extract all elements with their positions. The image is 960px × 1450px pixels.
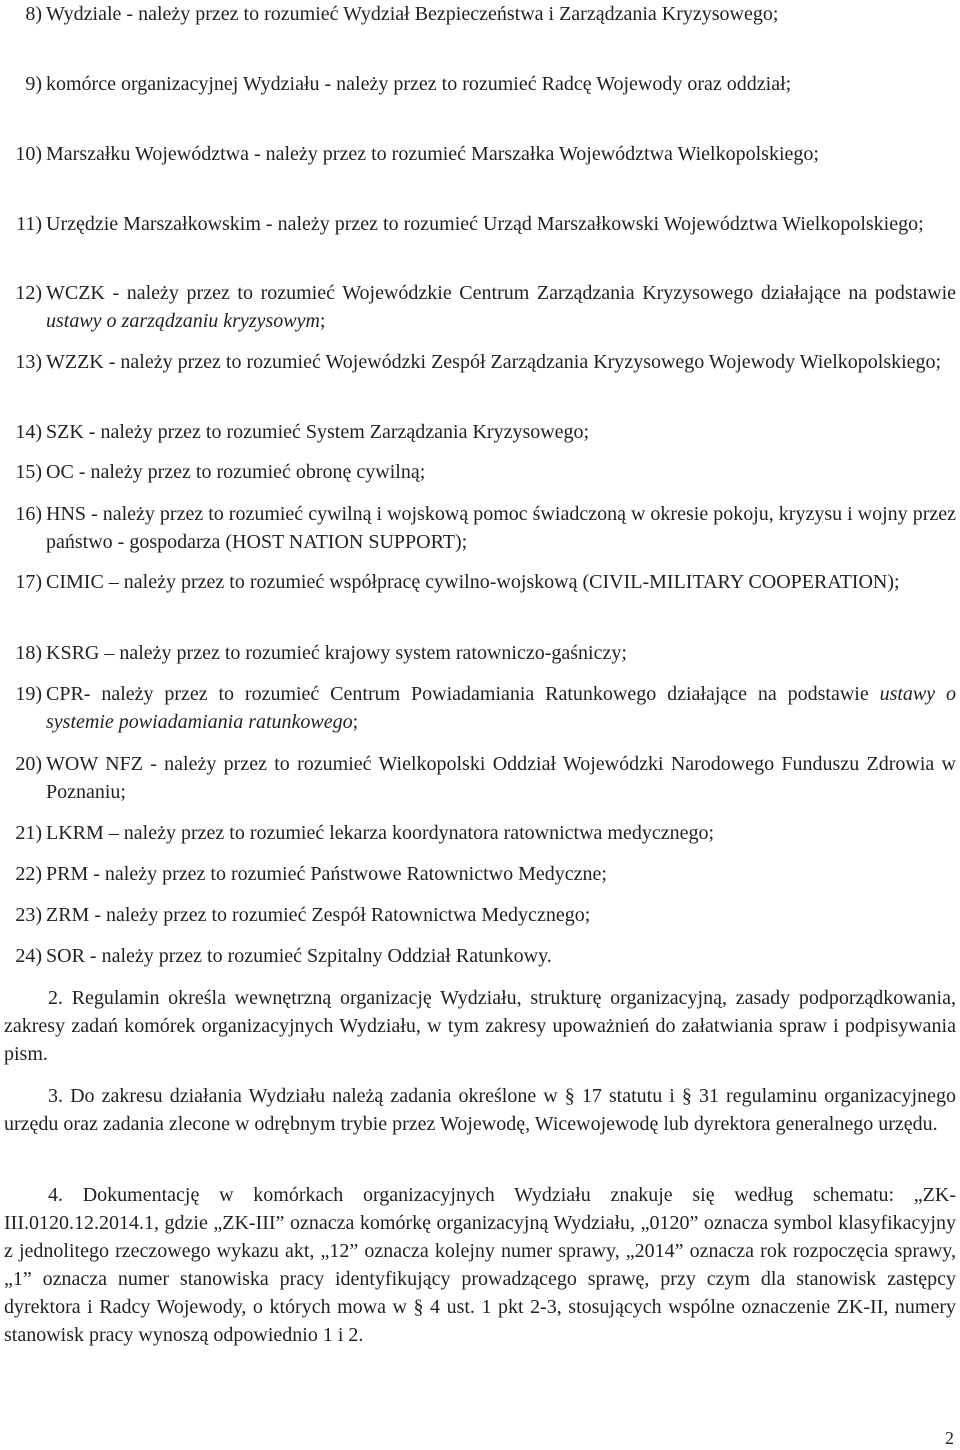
- list-item: [15, 901, 956, 929]
- list-item-number: 13): [15, 351, 42, 373]
- list-item: [15, 819, 956, 847]
- list-item-text: Marszałku Województwa - należy przez to rozumieć Marszałka Województwa Wielkopolskiego;: [46, 143, 819, 165]
- list-item-text: CIMIC – należy przez to rozumieć współpracę cywilno-wojskową (CIVIL-MILITARY COOPERATION);: [46, 571, 900, 593]
- list-item-text-part: ;: [319, 310, 326, 332]
- list-item: [15, 279, 956, 335]
- list-item-text: HNS - należy przez to rozumieć cywilną i wojskową pomoc świadczoną w okresie pokoju, kryzysu i wojny przez państwo - gospodarza (HOST NATION SUPPORT);: [46, 503, 956, 553]
- list-item: [15, 568, 956, 596]
- list-item: [15, 458, 956, 486]
- list-item-text: Urzędzie Marszałkowskim - należy przez to rozumieć Urząd Marszałkowski Województwa Wielkopolskiego;: [46, 213, 924, 235]
- list-item-text: LKRM – należy przez to rozumieć lekarza koordynatora ratownictwa medycznego;: [46, 822, 715, 844]
- list-item-number: 8): [25, 3, 42, 25]
- list-item: [15, 860, 956, 888]
- list-item-number: 24): [15, 945, 42, 967]
- list-item-number: 22): [15, 863, 42, 885]
- list-item-text: OC - należy przez to rozumieć obronę cywilną;: [46, 461, 426, 483]
- list-item-text-part: CPR- należy przez to rozumieć Centrum Powiadamiania Ratunkowego działające na podstawie: [46, 683, 880, 705]
- list-item-number: 9): [25, 73, 42, 95]
- list-item-number: 11): [16, 213, 42, 235]
- list-item: [15, 942, 956, 970]
- list-item-text: Wydziale - należy przez to rozumieć Wydział Bezpieczeństwa i Zarządzania Kryzysowego;: [46, 3, 779, 25]
- paragraph-text: 4. Dokumentację w komórkach organizacyjnych Wydziału znakuje się według schematu: „ZK-III.0120.12.2014.1, gdzie „ZK-III” oznacza komórkę organizacyjną Wydziału, „0120” oznacza symbol klasyfikacyjny z jednolitego rzeczowego wykazu akt, „12” oznacza kolejny numer sprawy, „2014” oznacza rok rozpoczęcia sprawy, „1” oznacza numer stanowiska pracy identyfikujący prowadzącego sprawę, przy czym dla stanowisk zastępcy dyrektora i Radcy Wojewody, o których mowa w § 4 ust. 1 pkt 2-3, stosujących wspólne oznaczenie ZK-II, numery stanowisk pracy wynoszą odpowiednio 1 i 2.: [4, 1184, 956, 1346]
- law-reference: ustawy o systemie powiadamiania ratunkowego: [46, 683, 956, 733]
- list-item-text: WZZK - należy przez to rozumieć Wojewódzki Zespół Zarządzania Kryzysowego Wojewody Wielkopolskiego;: [46, 351, 942, 373]
- list-item: [15, 500, 956, 556]
- list-item-text: KSRG – należy przez to rozumieć krajowy system ratowniczo-gaśniczy;: [46, 642, 627, 664]
- list-item-text: ZRM - należy przez to rozumieć Zespół Ratownictwa Medycznego;: [46, 904, 591, 926]
- list-item: [15, 418, 956, 446]
- list-item-number: 17): [15, 571, 42, 593]
- list-item-number: 23): [15, 904, 42, 926]
- list-item-text: komórce organizacyjnej Wydziału - należy przez to rozumieć Radcę Wojewody oraz oddział;: [46, 73, 792, 95]
- list-item-text-part: ;: [352, 711, 359, 733]
- law-reference: ustawy o zarządzaniu kryzysowym: [46, 310, 320, 332]
- list-item-number: 15): [15, 461, 42, 483]
- list-item-number: 18): [15, 642, 42, 664]
- list-item: [15, 348, 956, 376]
- list-item-text: SZK - należy przez to rozumieć System Zarządzania Kryzysowego;: [46, 421, 590, 443]
- list-item-number: 20): [15, 753, 42, 775]
- list-item-number: 10): [15, 143, 42, 165]
- list-item: [25, 70, 956, 98]
- paragraph: [4, 984, 956, 1068]
- page-number: 2: [945, 1428, 954, 1448]
- list-item-text: SOR - należy przez to rozumieć Szpitalny Oddział Ratunkowy.: [46, 945, 552, 967]
- list-item-number: 21): [15, 822, 42, 844]
- list-item: [16, 210, 956, 238]
- list-item: [15, 639, 956, 667]
- paragraph-text: 3. Do zakresu działania Wydziału należą zadania określone w § 17 statutu i § 31 regulaminu organizacyjnego urzędu oraz zadania zlecone w odrębnym trybie przez Wojewodę, Wicewojewodę lub dyrektora generalnego urzędu.: [4, 1085, 956, 1135]
- list-item-text: PRM - należy przez to rozumieć Państwowe Ratownictwo Medyczne;: [46, 863, 607, 885]
- list-item-number: 19): [15, 683, 42, 705]
- list-item-number: 14): [15, 421, 42, 443]
- list-item: [25, 0, 956, 28]
- list-item: [15, 750, 956, 806]
- paragraph-text: 2. Regulamin określa wewnętrzną organizację Wydziału, strukturę organizacyjną, zasady podporządkowania, zakresy zadań komórek organizacyjnych Wydziału, w tym zakresy upoważnień do załatwiania spraw i podpisywania pism.: [4, 987, 956, 1065]
- list-item-number: 16): [15, 503, 42, 525]
- list-item-text-part: WCZK - należy przez to rozumieć Wojewódzkie Centrum Zarządzania Kryzysowego działające na podstawie: [46, 282, 956, 304]
- list-item: [15, 140, 956, 168]
- list-item-text: [46, 680, 956, 736]
- paragraph: [4, 1082, 956, 1138]
- list-item-text: [46, 279, 956, 335]
- paragraph: [4, 1181, 956, 1349]
- list-item-text: WOW NFZ - należy przez to rozumieć Wielkopolski Oddział Wojewódzki Narodowego Funduszu Zdrowia w Poznaniu;: [46, 753, 956, 803]
- list-item-number: 12): [15, 282, 42, 304]
- list-item: [15, 680, 956, 736]
